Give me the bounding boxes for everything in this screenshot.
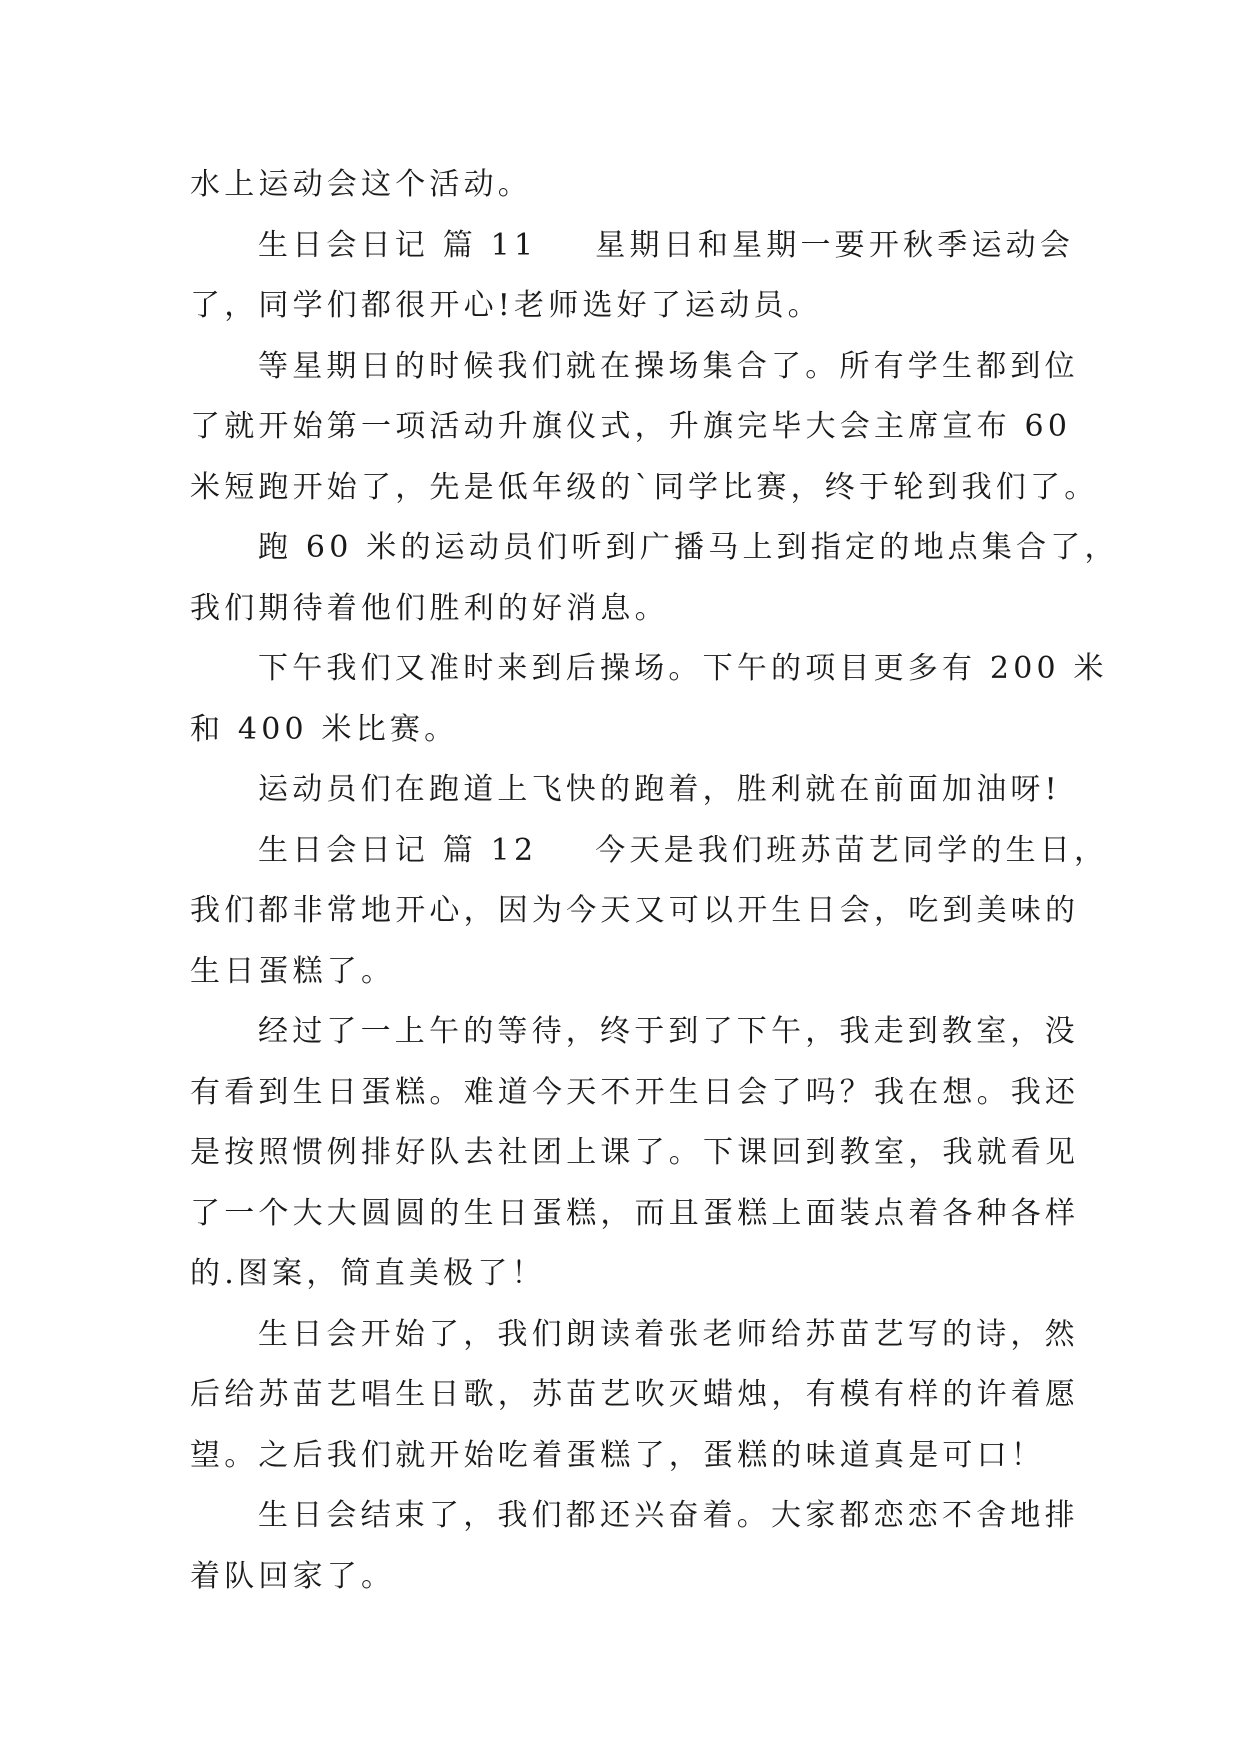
text-line: 望。之后我们就开始吃着蛋糕了，蛋糕的味道真是可口！ (190, 1437, 1045, 1473)
text-line: 的.图案，简直美极了！ (190, 1256, 546, 1291)
text-line: 着队回家了。 (190, 1558, 396, 1594)
document-body (190, 155, 1119, 1607)
text-line: 是按照惯例排好队去社团上课了。下课回到教室，我就看见 (190, 1135, 1080, 1170)
section-heading-line (190, 821, 1109, 882)
paragraph-start-line: 运动员们在跑道上飞快的跑着，胜利就在前面加油呀! (258, 772, 1061, 807)
text-line: 我们期待着他们胜利的好消息。 (190, 590, 669, 626)
text-line: 水上运动会这个活动。 (190, 167, 532, 202)
paragraph-start-line: 等星期日的时候我们就在操场集合了。所有学生都到位 (258, 348, 1079, 384)
paragraph-start-line: 跑 60 米的运动员们听到广播马上到指定的地点集合了， (258, 530, 1119, 565)
section-heading: 生日会日记 篇 11 (258, 227, 538, 263)
paragraph-start-line: 生日会结束了，我们都还兴奋着。大家都恋恋不舍地排 (258, 1498, 1079, 1533)
text-line: 有看到生日蛋糕。难道今天不开生日会了吗？我在想。我还 (190, 1074, 1080, 1110)
paragraph-start-line: 下午我们又准时来到后操场。下午的项目更多有 200 米 (258, 651, 1108, 686)
text-line: 米短跑开始了，先是低年级的`同学比赛，终于轮到我们了。 (190, 469, 1099, 505)
text-line: 我们都非常地开心，因为今天又可以开生日会，吃到美味的 (190, 893, 1080, 928)
text-line: 了一个大大圆圆的生日蛋糕，而且蛋糕上面装点着各种各样 (190, 1195, 1080, 1231)
text-line: 了，同学们都很开心!老师选好了运动员。 (190, 288, 822, 323)
text-line: 生日蛋糕了。 (190, 953, 396, 989)
section-heading: 生日会日记 篇 12 (258, 832, 538, 868)
text-line: 了就开始第一项活动升旗仪式，升旗完毕大会主席宣布 60 (190, 409, 1072, 444)
paragraph-start-line: 经过了一上午的等待，终于到了下午，我走到教室，没 (258, 1014, 1079, 1049)
paragraph-start-line: 生日会开始了，我们朗读着张老师给苏苗艺写的诗，然 (258, 1316, 1079, 1352)
section-heading-line (190, 216, 1075, 277)
text-line-continuation: 今天是我们班苏苗艺同学的生日， (595, 832, 1109, 868)
text-line-continuation: 星期日和星期一要开秋季运动会 (595, 227, 1075, 263)
text-line: 后给苏苗艺唱生日歌，苏苗艺吹灭蜡烛，有模有样的许着愿 (190, 1377, 1080, 1412)
text-line: 和 400 米比赛。 (190, 711, 459, 747)
